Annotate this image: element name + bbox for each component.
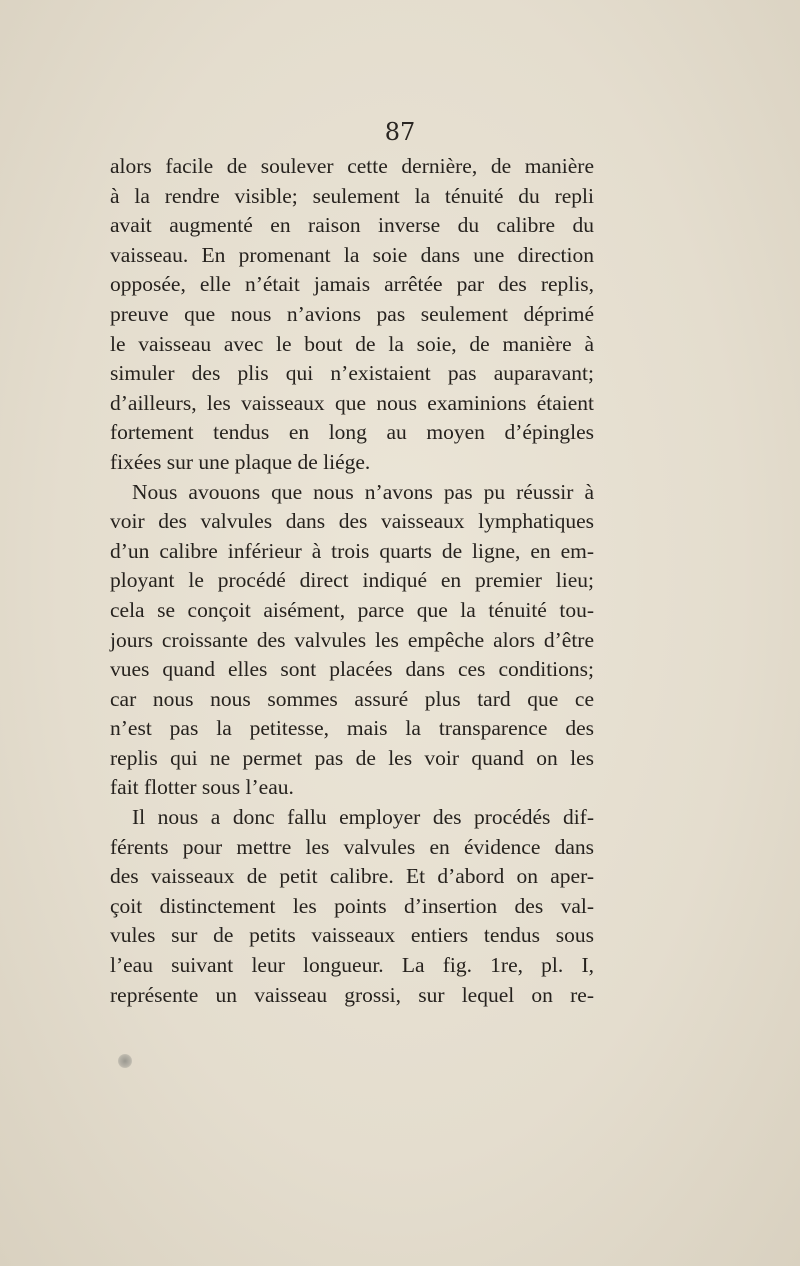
text-line: avait augmenté en raison inverse du calibre du (110, 213, 594, 238)
text-line: preuve que nous n’avions pas seulement déprimé (110, 301, 594, 326)
text-line: Il nous a donc fallu employer des procédés dif- (132, 805, 594, 830)
text-line: férents pour mettre les valvules en évidence dans (110, 834, 594, 859)
text-line: vues quand elles sont placées dans ces conditions; (110, 657, 594, 682)
text-line: d’ailleurs, les vaisseaux que nous examinions étaient (110, 390, 594, 415)
ink-spot (118, 1054, 132, 1068)
text-line: représente un vaisseau grossi, sur lequel on re- (110, 982, 594, 1007)
body-text (110, 152, 594, 1010)
text-line: replis qui ne permet pas de les voir quand on les (110, 745, 594, 770)
text-line: alors facile de soulever cette dernière, de manière (110, 154, 594, 178)
text-line: cela se conçoit aisément, parce que la ténuité tou- (110, 597, 594, 622)
text-line: ployant le procédé direct indiqué en premier lieu; (110, 568, 594, 593)
paragraph (110, 152, 594, 478)
text-line: des vaisseaux de petit calibre. Et d’abord on aper- (110, 864, 594, 889)
text-line: le vaisseau avec le bout de la soie, de manière à (110, 331, 594, 356)
text-line: simuler des plis qui n’existaient pas auparavant; (110, 361, 594, 386)
text-line: fixées sur une plaque de liége. (110, 449, 371, 474)
text-line: fortement tendus en long au moyen d’épingles (110, 420, 594, 445)
text-line: d’un calibre inférieur à trois quarts de ligne, en em- (110, 538, 594, 563)
text-line: vaisseau. En promenant la soie dans une direction (110, 242, 594, 267)
paragraph (110, 478, 594, 804)
text-line: jours croissante des valvules les empêche alors d’être (110, 627, 594, 652)
text-line: à la rendre visible; seulement la ténuité du repli (110, 183, 594, 208)
text-line: car nous nous sommes assuré plus tard que ce (110, 686, 594, 711)
text-line: fait flotter sous l’eau. (110, 775, 294, 800)
text-line: Nous avouons que nous n’avons pas pu réussir à (132, 479, 594, 504)
text-line: opposée, elle n’était jamais arrêtée par des replis, (110, 272, 594, 297)
text-line: n’est pas la petitesse, mais la transparence des (110, 716, 594, 741)
page-number: 87 (384, 118, 416, 146)
paragraph (110, 803, 594, 1010)
text-line: voir des valvules dans des vaisseaux lymphatiques (110, 509, 594, 534)
text-line: l’eau suivant leur longueur. La fig. 1re, pl. I, (110, 953, 594, 978)
text-line: çoit distinctement les points d’insertion des val- (110, 893, 594, 918)
text-line: vules sur de petits vaisseaux entiers tendus sous (110, 923, 594, 948)
